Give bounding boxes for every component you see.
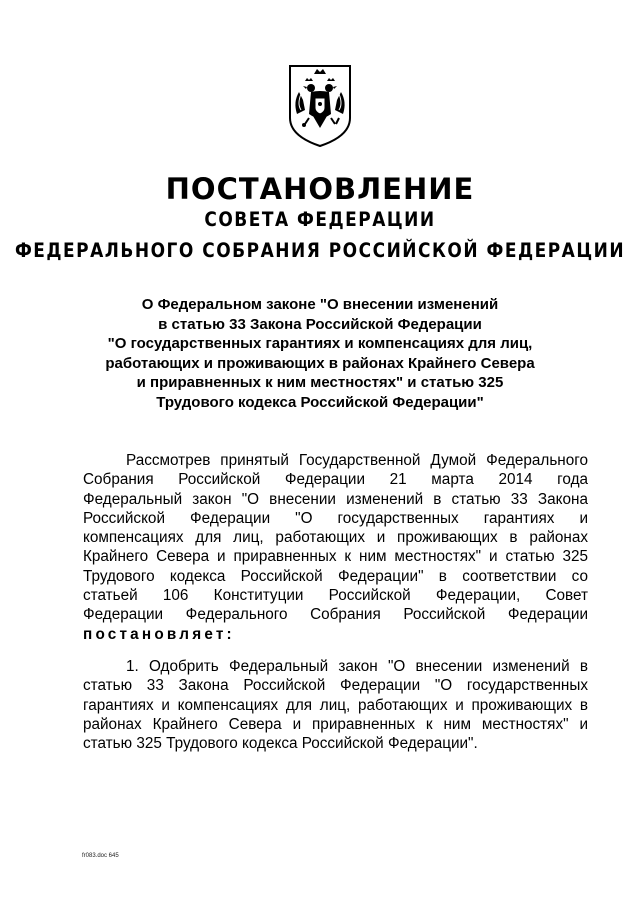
paragraph-line: Федерации Федерального Собрания Российской Федерации (83, 606, 588, 624)
issuer-line-1: СОВЕТА ФЕДЕРАЦИИ (204, 208, 436, 232)
subject-line: в статью 33 Закона Российской Федерации (158, 315, 482, 333)
paragraph-line: Крайнего Севера и приравненных к ним местностях" и статью 325 (83, 548, 588, 566)
subject-line: Трудового кодекса Российской Федерации" (156, 393, 484, 411)
resolves-word: постановляет: (83, 625, 235, 643)
paragraph-line: Собрания Российской Федерации 21 марта 2014 года (83, 471, 588, 489)
subject-line: "О государственных гарантиях и компенсациях для лиц, (107, 335, 533, 353)
paragraph-line: Российской Федерации "О государственных гарантиях и (83, 509, 588, 527)
paragraph-line: статьей 106 Конституции Российской Федерации, Совет (83, 587, 588, 605)
paragraph-line: статью 325 Трудового кодекса Российской Федерации". (83, 735, 478, 753)
file-reference: fr083.doc 645 (82, 853, 119, 859)
paragraph-line: Трудового кодекса Российской Федерации" в соответствии со (83, 567, 588, 585)
resolution-subject (80, 295, 560, 413)
paragraph-line: Рассмотрев принятый Государственной Думой Федерального (126, 452, 588, 469)
paragraph-line: Федеральный закон "О внесении изменений в статью 33 Закона (83, 490, 588, 508)
clause-1-paragraph (83, 657, 588, 753)
subject-line: и приравненных к ним местностях" и статью 325 (136, 374, 504, 392)
subject-line: работающих и проживающих в районах Крайнего Севера (105, 354, 535, 372)
paragraph-line: районах Крайнего Севера и приравненных к ним местностях" и (83, 715, 588, 733)
preamble-paragraph (83, 451, 588, 644)
document-title: ПОСТАНОВЛЕНИЕ (165, 172, 475, 206)
paragraph-line: компенсациях для лиц, работающих и проживающих в районах (83, 529, 588, 547)
paragraph-line: 1. Одобрить Федеральный закон "О внесении изменений в (126, 658, 588, 675)
issuer-line-2: ФЕДЕРАЛЬНОГО СОБРАНИЯ РОССИЙСКОЙ ФЕДЕРАЦИИ (14, 239, 626, 263)
coat-of-arms-emblem (287, 64, 353, 148)
paragraph-line: гарантиях и компенсациях для лиц, работающих и проживающих в (83, 696, 588, 714)
paragraph-line: статью 33 Закона Российской Федерации "О государственных (83, 677, 588, 695)
subject-line: О Федеральном законе "О внесении изменений (141, 296, 499, 313)
